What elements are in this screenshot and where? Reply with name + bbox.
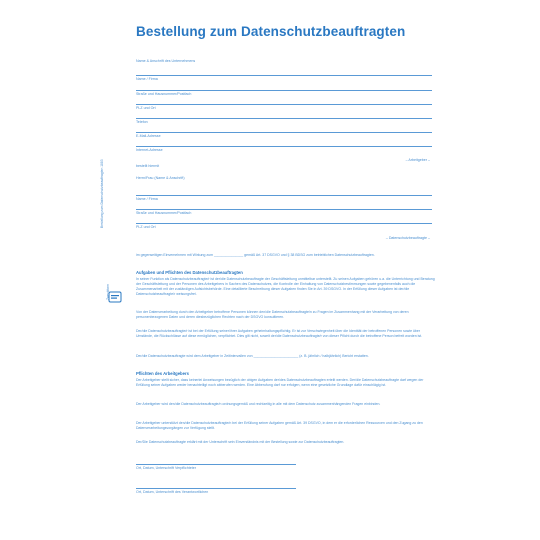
side-brand: Zweckform bbox=[106, 283, 110, 300]
section1-paragraph: Von der Datenverarbeitung durch den Arbeitgeber betroffene Personen können den/die Datenschutzbeauftragte/n zu Fragen im Zusammenhang mit der Verarbeitung von deren personenbezogenen Daten und deren diesbezüglichen Rechten nach der DSGVO konsultieren. bbox=[136, 310, 409, 319]
document-title: Bestellung zum Datenschutzbeauftragten bbox=[136, 24, 406, 39]
section2-paragraph: Der Arbeitgeber stellt sicher, dass keinerlei Anweisungen bezüglich der obigen Aufgaben der/des Datenschutzbeauftragten erteilt werden. Der/die Datenschutzbeauftragte darf wegen der Erfüllung seiner Aufgaben weder benachteiligt noch abberufen werden. Eine Abberufung darf nur erfolgen, wenn eine gesetzliche Grundlage dafür einschlägig ist. bbox=[136, 378, 424, 387]
section1-paragraph: Der/die Datenschutzbeauftragte wird dem Arbeitgeber in Zeitintervallen von _______________________ (z. B. jährlich / halbjährlich) Bericht erstatten. bbox=[136, 354, 369, 358]
company-street-line[interactable] bbox=[136, 90, 432, 91]
person-name-line[interactable] bbox=[136, 195, 432, 196]
company-web-line[interactable] bbox=[136, 146, 432, 147]
company-email-line[interactable] bbox=[136, 132, 432, 133]
company-section-label: Name & Anschrift des Unternehmens bbox=[136, 59, 196, 63]
field-label: E-Mail-Adresse bbox=[136, 134, 161, 138]
signature-line-responsible[interactable] bbox=[136, 488, 296, 489]
person-city-line[interactable] bbox=[136, 223, 432, 224]
company-city-line[interactable] bbox=[136, 104, 432, 105]
section1-paragraph: In seiner Funktion als Datenschutzbeauftragte/r ist der/die Datenschutzbeauftragte der Geschäftsleitung unmittelbar unterstellt. Zu seinen Aufgaben gehören u.a. die Unterrichtung und Beratung der Geschäftsleitung und der Personen des Arbeitgebers in Sachen des Datenschutzes, die Kontrolle der Einhaltung von Datenschutzbestimmungen sowie gegebenenfalls auch die Zusammenarbeit mit der zuständigen Aufsichtsbehörde. Eine detaillierte Beschreibung dieser Aufgaben finden Sie in Art. 39 DSGVO. In der Erfüllung dieser Aufgaben ist der/die Datenschutzbeauftragte/r weisungsfrei. bbox=[136, 277, 435, 296]
section2-paragraph: Der Arbeitgeber unterstützt den/die Datenschutzbeauftragte/n bei der Erfüllung seiner Aufgaben gemäß Art. 39 DSGVO, in dem er die erforderlichen Ressourcen und den Zugang zu den Datenverarbeitungsvorgängen zur Verfügung stellt. bbox=[136, 421, 423, 430]
side-form-title: Bestellung zum Datenschutzbeauftragten 1883 bbox=[100, 159, 104, 228]
appoints-label: bestellt hiermit bbox=[136, 164, 160, 168]
section1-paragraph: Der/die Datenschutzbeauftragte/r ist bei der Erfüllung seiner/ihrer Aufgaben geheimhaltungspflichtig. Er ist zur Verschwiegenheit über die Identität der betroffenen Personen sowie über Umstände, die Rückschlüsse auf diese ermöglichen, verpflichtet. Dies gilt nicht, soweit der/die Datenschutzbeauftragte/r von dieser Pflicht durch die betroffene Person befreit worden ist. bbox=[136, 329, 423, 338]
signature-label: Ort, Datum, Unterschrift des Verantwortlichen bbox=[136, 490, 209, 494]
field-label: Straße und Hausnummer/Postfach bbox=[136, 92, 192, 96]
person-street-line[interactable] bbox=[136, 209, 432, 210]
intro-text: im gegenseitigen Einvernehmen mit Wirkung zum _______________ gemäß Art. 37 DSGVO und § 38 BDSG zum betrieblichen Datenschutzbeauftragten. bbox=[136, 253, 375, 257]
role-dpo: – Datenschutzbeauftragte – bbox=[385, 236, 430, 240]
signature-line-obligee[interactable] bbox=[136, 464, 296, 465]
field-label: PLZ und Ort bbox=[136, 106, 156, 110]
person-section-label: Herrn/Frau (Name & Anschrift) bbox=[136, 176, 185, 180]
field-label: PLZ und Ort bbox=[136, 225, 156, 229]
brand-logo-icon bbox=[108, 290, 122, 304]
closing-text: Der/Die Datenschutzbeauftragte erklärt mit der Unterschrift sein Einverständnis mit der Bestellung sowie zur Datenschutzbeauftragten. bbox=[136, 440, 345, 444]
field-label: Telefon bbox=[136, 120, 148, 124]
section2-paragraph: Der Arbeitgeber wird den/die Datenschutzbeauftragte/n ordnungsgemäß und rechtzeitig in alle mit dem Datenschutz zusammenhängenden Fragen einbinden. bbox=[136, 402, 381, 406]
field-label: Straße und Hausnummer/Postfach bbox=[136, 211, 192, 215]
section2-title: Pflichten des Arbeitgebers bbox=[136, 371, 189, 376]
field-label: Name / Firma bbox=[136, 197, 158, 201]
signature-label: Ort, Datum, Unterschrift Verpflichteter bbox=[136, 466, 196, 470]
company-name-line[interactable] bbox=[136, 75, 432, 76]
field-label: Name / Firma bbox=[136, 77, 158, 81]
company-phone-line[interactable] bbox=[136, 118, 432, 119]
role-employer: – Arbeitgeber – bbox=[405, 158, 430, 162]
section1-title: Aufgaben und Pflichten des Datenschutzbeauftragten bbox=[136, 270, 243, 275]
field-label: Internet-Adresse bbox=[136, 148, 163, 152]
